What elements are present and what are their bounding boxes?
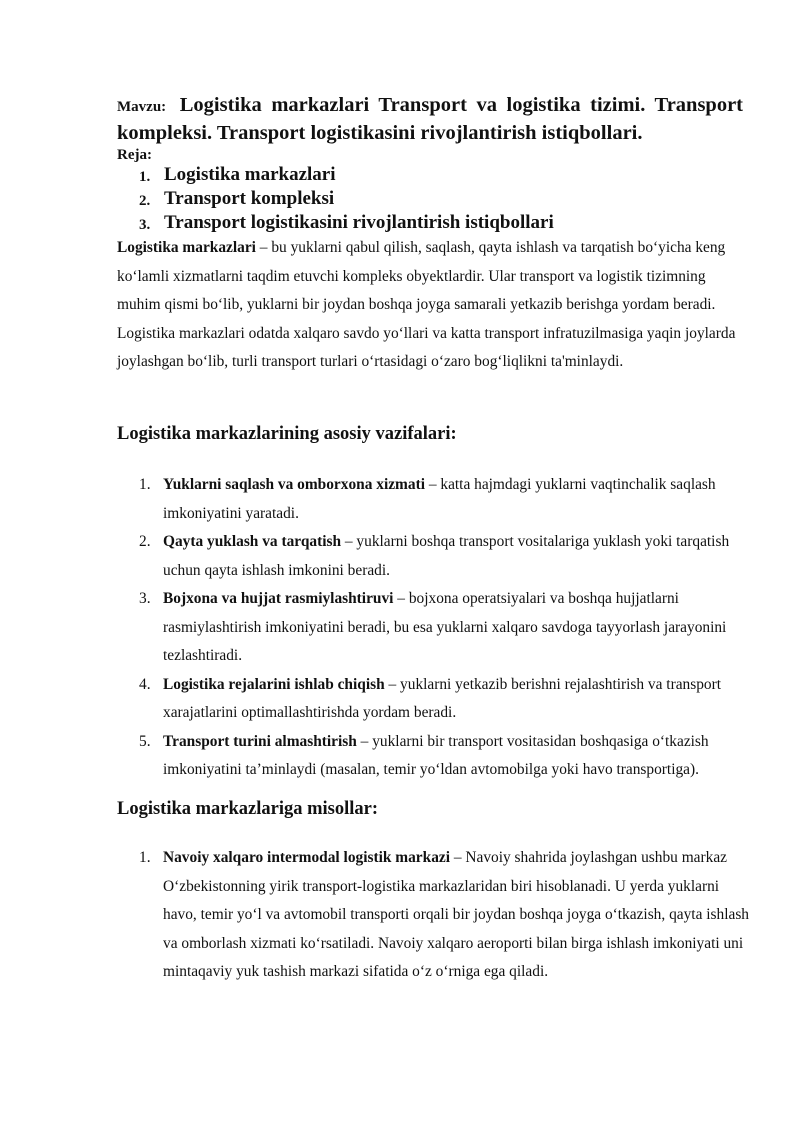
examples-heading: Logistika markazlariga misollar: — [117, 799, 379, 819]
list-item — [139, 671, 749, 728]
plan-item — [139, 212, 743, 236]
plan-item-number: 2. — [139, 193, 151, 209]
list-item-number: 5. — [139, 732, 151, 750]
list-item-term: Bojxona va hujjat rasmiylashtiruvi — [163, 590, 394, 607]
intro-term: Logistika markazlari — [117, 239, 256, 256]
list-item-number: 1. — [139, 476, 151, 493]
topic-text: Logistika markazlari Transport va logistika tizimi. Transport kompleksi. Transport logistikasini rivojlantirish istiqbollari. — [117, 94, 743, 144]
list-item-number: 1. — [139, 849, 151, 866]
intro-paragraph — [117, 234, 745, 377]
list-item-text: – yuklarni yetkazib berishni rejalashtirish va transport xarajatlarini optimallashtirishda yordam beradi. — [163, 675, 722, 721]
list-item-text: – katta hajmdagi yuklarni vaqtinchalik saqlash imkoniyatini yaratadi. — [163, 476, 716, 522]
list-item — [139, 528, 749, 585]
list-item — [139, 844, 749, 987]
list-item — [139, 471, 749, 528]
plan-item-number: 3. — [139, 217, 151, 233]
functions-heading: Logistika markazlarining asosiy vazifalari: — [117, 424, 457, 444]
plan-label: Reja: — [117, 147, 152, 163]
list-item-text: – yuklarni bir transport vositasidan boshqasiga o‘tkazish imkoniyatini ta’minlaydi (masalan, temir yo‘ldan avtomobilga yoki havo transportiga). — [163, 732, 709, 778]
list-item-text: – yuklarni boshqa transport vositalariga yuklash yoki tarqatish uchun qayta ishlash imkonini beradi. — [163, 533, 730, 579]
plan-item — [139, 164, 743, 188]
list-item-number: 3. — [139, 590, 151, 607]
examples-list — [139, 844, 749, 987]
plan-item — [139, 188, 743, 212]
document-header — [117, 92, 743, 236]
list-item-text: – Navoiy shahrida joylashgan ushbu markaz O‘zbekistonning yirik transport-logistika markazlaridan biri hisoblanadi. U yerda yuklarni havo, temir yo‘l va avtomobil transporti orqali bir joydan boshqa joyga o‘tkazish, qayta ishlash va omborlash xizmati ko‘rsatiladi. Navoiy xalqaro aeroporti bilan birga ishlash imkoniyati uni mintaqaviy yuk tashish markazi sifatida o‘z o‘rniga ega qiladi. — [163, 849, 750, 980]
list-item-number: 4. — [139, 675, 151, 693]
intro-text: – bu yuklarni qabul qilish, saqlash, qayta ishlash va tarqatish bo‘yicha keng ko‘lamli xizmatlarni taqdim etuvchi kompleks obyektlardir. Ular transport va logistik tizimning muhim qismi bo‘lib, yuklarni bir joydan boshqa joyga samarali yetkazib berishga yordam beradi. Logistika markazlari odatda xalqaro savdo yo‘llari va katta transport infratuzilmasiga yaqin joylarda joylashgan bo‘lib, turli transport turlari o‘rtasidagi o‘zaro bog‘liqlikni ta'minlaydi. — [117, 239, 736, 370]
list-item-text: – bojxona operatsiyalari va boshqa hujjatlarni rasmiylashtirish imkoniyatini beradi, bu esa yuklarni xalqaro savdoga tayyorlash jarayonini tezlashtiradi. — [163, 590, 727, 664]
plan-item-number: 1. — [139, 169, 151, 185]
plan-item-text: Logistika markazlari — [164, 164, 336, 185]
list-item-number: 2. — [139, 533, 151, 550]
list-item — [139, 585, 749, 671]
topic-label: Mavzu: — [117, 99, 167, 115]
list-item — [139, 728, 749, 785]
list-item-term: Yuklarni saqlash va omborxona xizmati — [163, 476, 425, 493]
plan-list — [139, 164, 743, 236]
list-item-term: Navoiy xalqaro intermodal logistik markazi — [163, 849, 451, 866]
functions-list — [139, 471, 749, 785]
plan-item-text: Transport logistikasini rivojlantirish istiqbollari — [164, 212, 554, 233]
list-item-term: Transport turini almashtirish — [163, 732, 357, 750]
list-item-term: Logistika rejalarini ishlab chiqish — [163, 675, 385, 693]
list-item-term: Qayta yuklash va tarqatish — [163, 533, 342, 550]
plan-item-text: Transport kompleksi — [164, 188, 335, 209]
topic-title — [117, 92, 743, 146]
